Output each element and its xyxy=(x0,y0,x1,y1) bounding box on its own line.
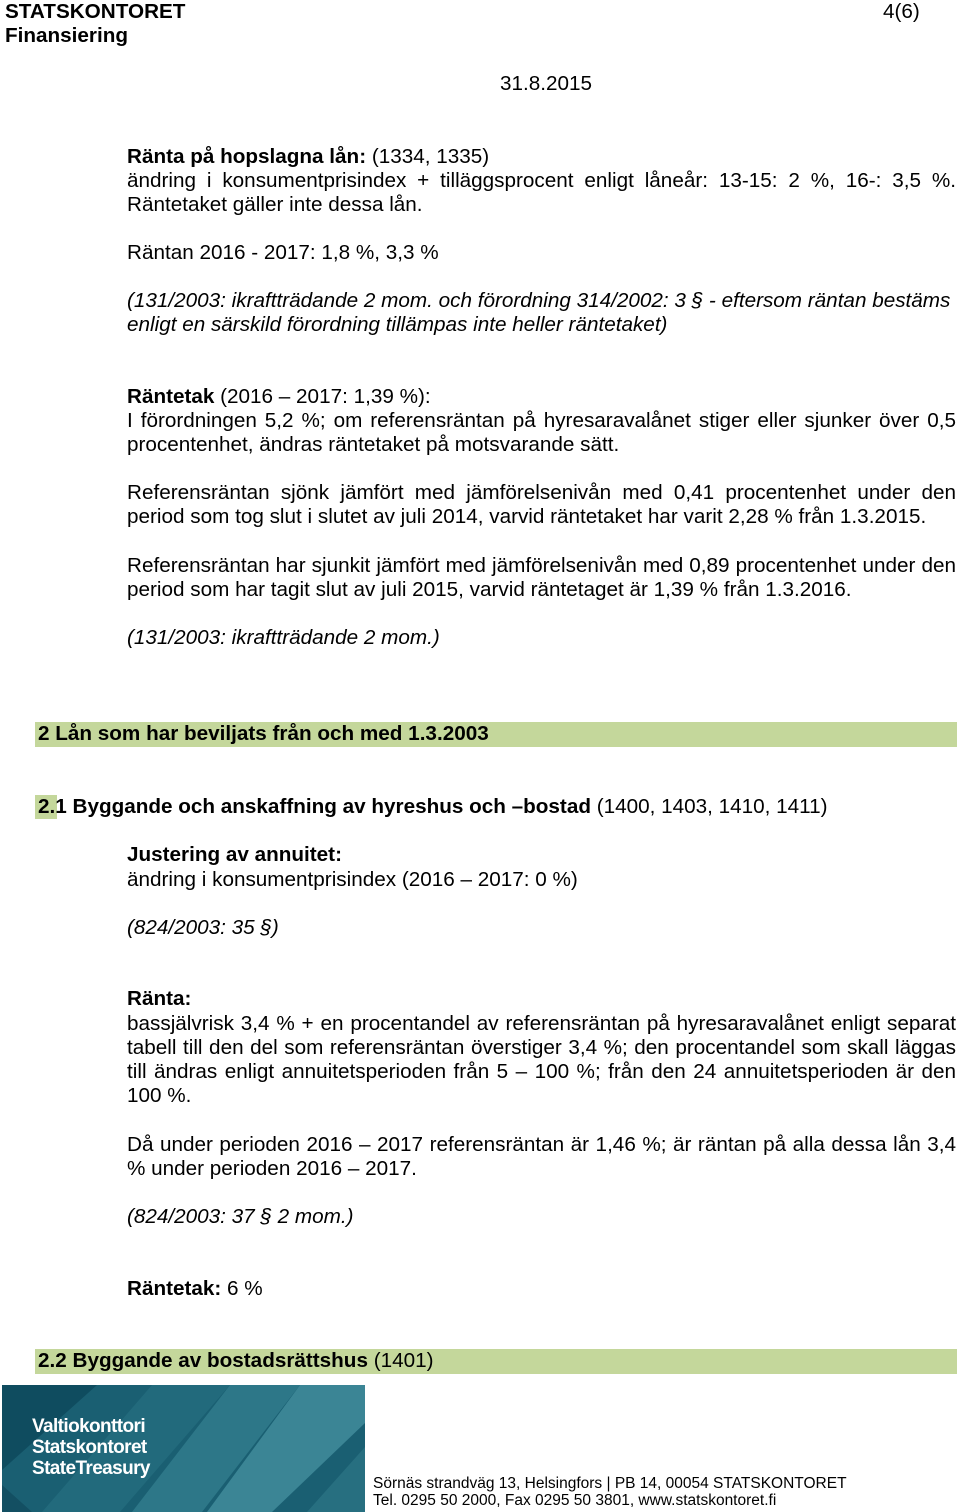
cap-label: Räntetak: xyxy=(127,1277,222,1300)
interest-cap-reference: (131/2003: ikraftträdande 2 mom.) xyxy=(127,626,440,649)
merged-loans-reference-line: (131/2003: ikraftträdande 2 mom. och förordning 314/2002: 3 § - eftersom räntan bestäms xyxy=(127,289,951,312)
section-2-1-title: 2.1 Byggande och anskaffning av hyreshus och –bostad xyxy=(38,795,591,818)
cap-line xyxy=(127,1277,263,1301)
interest-text-line: bassjälvrisk 3,4 % + en procentandel av referensräntan på hyresaravalånet enligt separat xyxy=(127,1012,956,1035)
section-2-2-heading-line xyxy=(38,1349,434,1373)
footer-address: Sörnäs strandväg 13, Helsingfors | PB 14, 00054 STATSKONTORET xyxy=(373,1475,847,1492)
annuity-text: ändring i konsumentprisindex (2016 – 2017: 0 %) xyxy=(127,868,578,891)
merged-loans-rate: Räntan 2016 - 2017: 1,8 %, 3,3 % xyxy=(127,241,439,264)
merged-loans-line: Räntetaket gäller inte dessa lån. xyxy=(127,193,423,216)
header-department: Finansiering xyxy=(5,24,128,47)
annuity-reference: (824/2003: 35 §) xyxy=(127,916,279,939)
interest-cap-change-2015-line: Referensräntan har sjunkit jämfört med jämförelsenivån med 0,89 procentenhet under den xyxy=(127,554,956,577)
interest-reference: (824/2003: 37 § 2 mom.) xyxy=(127,1205,354,1228)
section-2-2-codes: (1401) xyxy=(373,1349,434,1372)
merged-loans-codes: (1334, 1335) xyxy=(371,145,490,168)
section-2-1-heading-line xyxy=(38,795,828,819)
interest-text-line: till ändras enligt annuitetsperioden från 5 – 100 %; från den 24 annuitetsperioden är den xyxy=(127,1060,956,1083)
interest-cap-rule-line: procentenhet, ändras räntetaket på motsvarande sätt. xyxy=(127,433,620,456)
state-treasury-logo xyxy=(2,1385,365,1512)
merged-loans-reference-line: enligt en särskild förordning tillämpas inte heller räntetaket) xyxy=(127,313,668,336)
logo-text-finnish: Valtiokonttori xyxy=(32,1416,145,1437)
merged-loans-label: Ränta på hopslagna lån: xyxy=(127,145,367,168)
interest-cap-heading-line xyxy=(127,385,431,409)
interest-period-line: % under perioden 2016 – 2017. xyxy=(127,1157,417,1180)
interest-cap-label: Räntetak xyxy=(127,385,215,408)
interest-text-line: 100 %. xyxy=(127,1084,192,1107)
interest-cap-change-2015-line: period som har tagit slut av juli 2015, varvid räntetaget är 1,39 % från 1.3.2016. xyxy=(127,578,852,601)
logo-text-swedish: Statskontoret xyxy=(32,1437,147,1458)
logo-text-english: StateTreasury xyxy=(32,1458,150,1479)
interest-cap-change-2014-line: period som tog slut i slutet av juli 2014, varvid räntetaket har varit 2,28 % från 1.3.2015. xyxy=(127,505,927,528)
footer-contact: Tel. 0295 50 2000, Fax 0295 50 3801, www.statskontoret.fi xyxy=(373,1492,777,1509)
section-2-heading: 2 Lån som har beviljats från och med 1.3.2003 xyxy=(38,722,489,745)
merged-loans-line: ändring i konsumentprisindex + tilläggsprocent enligt låneår: 13-15: 2 %, 16-: 3,5 %. xyxy=(127,169,956,192)
header-page-number: 4(6) xyxy=(883,0,920,23)
merged-loans-heading-line xyxy=(127,145,489,169)
interest-period-line: Då under perioden 2016 – 2017 referensräntan är 1,46 %; är räntan på alla dessa lån 3,4 xyxy=(127,1133,956,1156)
interest-label: Ränta: xyxy=(127,987,192,1010)
interest-cap-period: (2016 – 2017: 1,39 %): xyxy=(220,385,431,408)
section-2-1-codes: (1400, 1403, 1410, 1411) xyxy=(596,795,828,818)
interest-text-line: tabell till den del som referensräntan överstiger 3,4 %; den procentandel som skall läggas xyxy=(127,1036,956,1059)
interest-cap-change-2014-line: Referensräntan sjönk jämfört med jämförelsenivån med 0,41 procentenhet under den xyxy=(127,481,956,504)
header-organization: STATSKONTORET xyxy=(5,0,186,23)
section-2-2-title: 2.2 Byggande av bostadsrättshus xyxy=(38,1349,368,1372)
cap-value: 6 % xyxy=(227,1277,263,1300)
header-date: 31.8.2015 xyxy=(500,72,593,95)
interest-cap-rule-line: I förordningen 5,2 %; om referensräntan på hyresaravalånet stiger eller sjunker över 0,5 xyxy=(127,409,956,432)
annuity-label: Justering av annuitet: xyxy=(127,843,342,866)
